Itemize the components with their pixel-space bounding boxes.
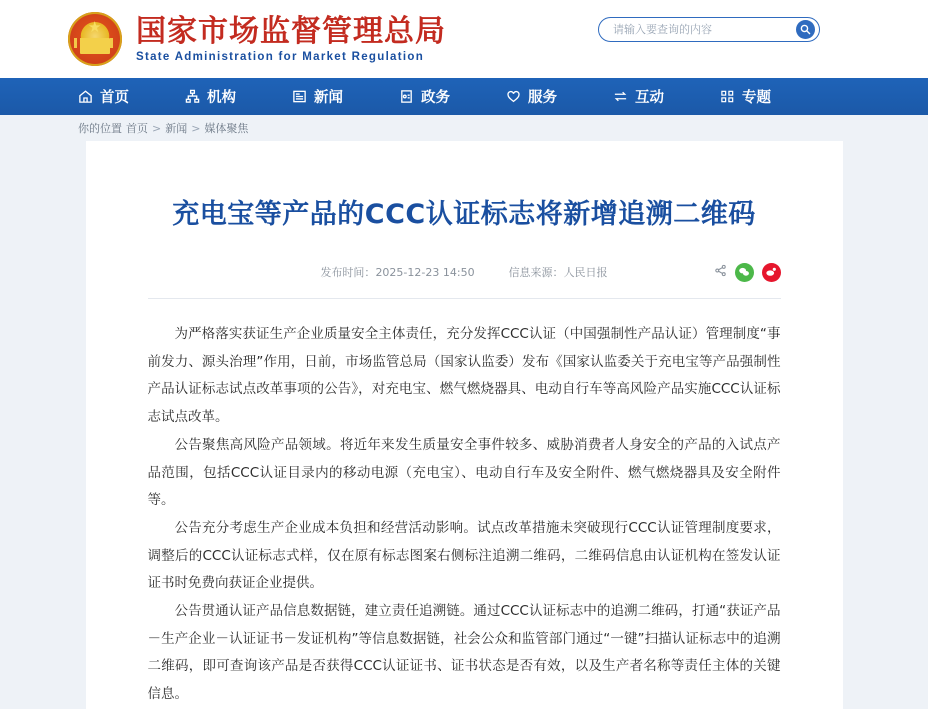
- news-icon: [292, 89, 307, 104]
- government-icon: [399, 89, 414, 104]
- main-nav: [0, 78, 928, 115]
- article-source: [509, 264, 608, 280]
- nav-item-organization[interactable]: [185, 86, 236, 107]
- article-card: [86, 141, 843, 709]
- search-icon[interactable]: [796, 20, 815, 39]
- breadcrumb-item-news[interactable]: 新闻: [165, 122, 188, 135]
- publish-time-value: 2025-12-23 14:50: [375, 266, 475, 280]
- breadcrumb-separator: >: [152, 121, 162, 135]
- article-paragraph: 为严格落实获证生产企业质量安全主体责任，充分发挥CCC认证（中国强制性产品认证）管理制度“事前发力、源头治理”作用，日前，市场监管总局（国家认监委）发布《国家认监委关于充电宝等产品强制性产品认证标志试点改革事项的公告》，对充电宝、燃气燃烧器具、电动自行车等高风险产品实施CCC认证标志试点改革。: [147, 326, 781, 426]
- national-emblem-icon: [68, 12, 122, 66]
- source-label: 信息来源：: [508, 266, 564, 280]
- source-value: 人民日报: [563, 266, 608, 280]
- nav-item-topic[interactable]: [720, 86, 771, 107]
- breadcrumb-prefix: 你的位置: [78, 122, 122, 135]
- breadcrumb: [0, 115, 928, 141]
- share-nodes-icon[interactable]: [714, 264, 727, 280]
- nav-item-government[interactable]: [399, 86, 450, 107]
- meta-divider: [148, 298, 781, 299]
- nav-label: 政务: [421, 90, 450, 106]
- nav-label: 互动: [635, 90, 664, 106]
- article-paragraph: 公告充分考虑生产企业成本负担和经营活动影响。试点改革措施未突破现行CCC认证管理制度要求，调整后的CCC认证标志式样，仅在原有标志图案右侧标注追溯二维码，二维码信息由认证机构在签发认证证书时免费向获证企业提供。: [147, 519, 781, 592]
- organization-icon: [185, 89, 200, 104]
- article-body: [148, 321, 781, 708]
- nav-item-service[interactable]: [506, 86, 557, 107]
- site-header: [0, 0, 928, 78]
- nav-label: 新闻: [314, 90, 343, 106]
- page-title: 充电宝等产品的CCC认证标志将新增追溯二维码: [172, 199, 756, 230]
- site-title-en: State Administration for Market Regulation: [136, 51, 425, 63]
- breadcrumb-item-media-focus[interactable]: 媒体聚焦: [204, 122, 249, 135]
- nav-item-news[interactable]: [292, 86, 343, 107]
- home-icon: [78, 89, 93, 104]
- search-input[interactable]: [611, 22, 796, 37]
- topic-grid-icon: [720, 89, 735, 104]
- site-title-cn: 国家市场监督管理总局: [136, 14, 446, 49]
- nav-item-interaction[interactable]: [613, 86, 664, 107]
- breadcrumb-item-home[interactable]: 首页: [126, 122, 148, 135]
- publish-time-label: 发布时间：: [320, 266, 376, 280]
- breadcrumb-separator: >: [191, 121, 201, 135]
- emblem-gate: [80, 38, 110, 54]
- interaction-arrows-icon: [613, 89, 628, 104]
- weibo-icon[interactable]: [762, 263, 781, 282]
- service-heart-icon: [506, 89, 521, 104]
- article-paragraph: 公告聚焦高风险产品领域。将近年来发生质量安全事件较多、威胁消费者人身安全的产品的入试点产品范围，包括CCC认证目录内的移动电源（充电宝）、电动自行车及安全附件、燃气燃烧器具及安全附件等。: [147, 436, 781, 509]
- site-search[interactable]: [598, 17, 820, 42]
- site-title-block: [136, 15, 446, 63]
- nav-label: 专题: [742, 90, 771, 106]
- nav-item-home[interactable]: [78, 86, 129, 107]
- nav-label: 服务: [528, 90, 557, 106]
- site-logo[interactable]: [68, 12, 446, 66]
- wechat-icon[interactable]: [735, 263, 754, 282]
- article-meta: [148, 264, 781, 280]
- nav-label: 首页: [100, 90, 129, 106]
- publish-time: [320, 264, 474, 280]
- share-group: [714, 263, 781, 282]
- article-paragraph: 公告贯通认证产品信息数据链，建立责任追溯链。通过CCC认证标志中的追溯二维码，打通“获证产品－生产企业－认证证书－发证机构”等信息数据链，社会公众和监管部门通过“一键”扫描认证标志中的追溯二维码，即可查询该产品是否获得CCC认证证书、证书状态是否有效，以及生产者名称等责任主体的关键信息。: [147, 602, 781, 702]
- nav-label: 机构: [207, 90, 236, 106]
